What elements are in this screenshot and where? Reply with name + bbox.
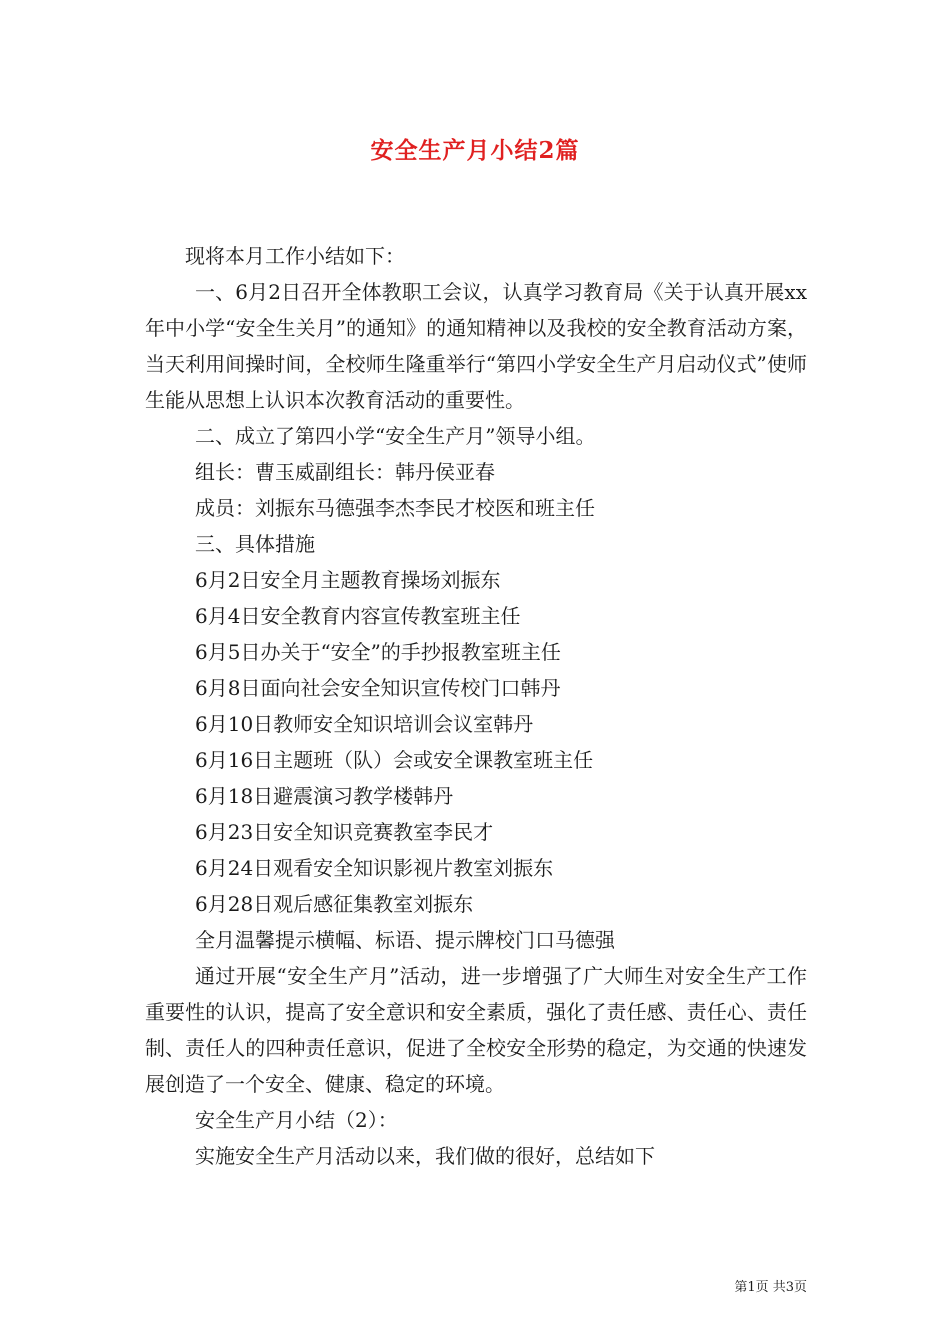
schedule-item: 6月5日办关于“安全”的手抄报教室班主任 (195, 640, 561, 664)
paragraph: 二、成立了第四小学“安全生产月”领导小组。 (195, 424, 596, 448)
paragraph: 现将本月工作小结如下： (185, 244, 405, 268)
schedule-item: 6月28日观后感征集教室刘振东 (195, 892, 474, 916)
paragraph: 通过开展“安全生产月”活动，进一步增强了广大师生对安全生产工作重要性的认识，提高了安全意识和安全素质，强化了责任感、责任心、责任制、责任人的四种责任意识，促进了全校安全形势的稳定，为交通的快速发展创造了一个安全、健康、稳定的环境。 (145, 964, 807, 1096)
schedule-item: 全月温馨提示横幅、标语、提示牌校门口马德强 (195, 928, 615, 952)
section-heading: 安全生产月小结（2）： (195, 1108, 398, 1132)
paragraph: 三、具体措施 (195, 532, 315, 556)
schedule-item: 6月2日安全月主题教育操场刘振东 (195, 568, 501, 592)
paragraph: 一、6月2日召开全体教职工会议，认真学习教育局《关于认真开展xx年中小学“安全生关月”的通知》的通知精神以及我校的安全教育活动方案，当天利用间操时间，全校师生隆重举行“第四小学安全生产月启动仪式”使师生能从思想上认识本次教育活动的重要性。 (145, 280, 807, 412)
document-body (145, 238, 807, 1174)
schedule-item: 6月23日安全知识竞赛教室李民才 (195, 820, 494, 844)
schedule-item: 6月18日避震演习教学楼韩丹 (195, 784, 454, 808)
schedule-item: 6月10日教师安全知识培训会议室韩丹 (195, 712, 534, 736)
schedule-item: 6月4日安全教育内容宣传教室班主任 (195, 604, 521, 628)
schedule-item: 6月24日观看安全知识影视片教室刘振东 (195, 856, 554, 880)
schedule-item: 6月8日面向社会安全知识宣传校门口韩丹 (195, 676, 561, 700)
document-title: 安全生产月小结2篇 (370, 137, 580, 164)
page-number: 第1页 共3页 (734, 1280, 807, 1295)
paragraph: 组长：曹玉威副组长：韩丹侯亚春 (195, 460, 495, 484)
schedule-item: 6月16日主题班（队）会或安全课教室班主任 (195, 748, 594, 772)
paragraph: 成员：刘振东马德强李杰李民才校医和班主任 (195, 496, 595, 520)
paragraph: 实施安全生产月活动以来，我们做的很好，总结如下 (195, 1144, 655, 1168)
